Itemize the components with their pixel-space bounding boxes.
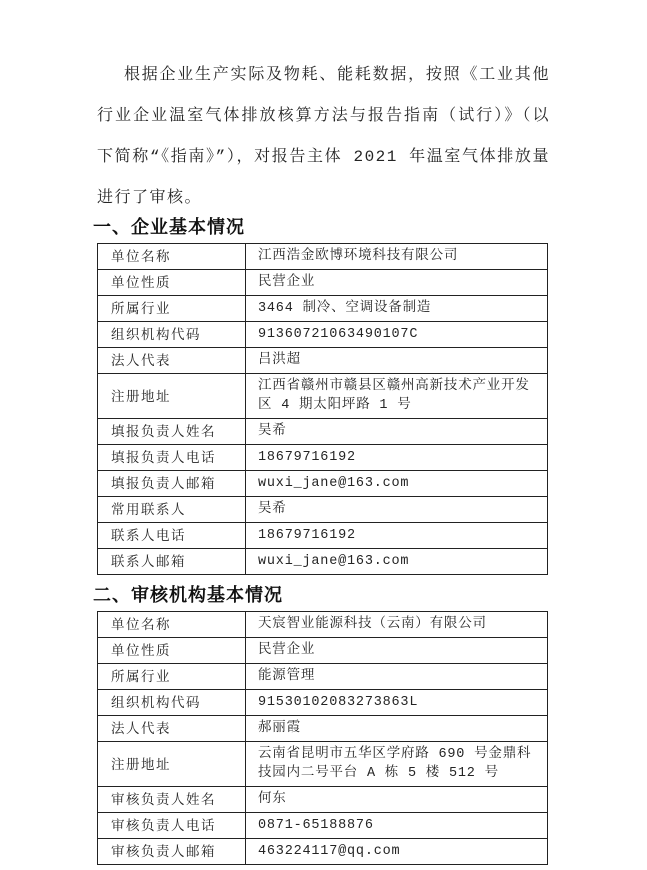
row-label: 联系人电话 bbox=[98, 523, 246, 549]
row-label: 审核负责人邮箱 bbox=[98, 839, 246, 865]
row-label: 填报负责人邮箱 bbox=[98, 471, 246, 497]
row-value: wuxi_jane@163.com bbox=[246, 549, 548, 575]
row-label: 组织机构代码 bbox=[98, 690, 246, 716]
row-label: 填报负责人电话 bbox=[98, 445, 246, 471]
table-row bbox=[98, 787, 548, 813]
table-row bbox=[98, 270, 548, 296]
row-value: 何东 bbox=[246, 787, 548, 813]
row-value: 民营企业 bbox=[246, 270, 548, 296]
row-label: 单位名称 bbox=[98, 612, 246, 638]
row-value: 郝丽霞 bbox=[246, 716, 548, 742]
row-label: 单位性质 bbox=[98, 638, 246, 664]
row-value: 18679716192 bbox=[246, 523, 548, 549]
table-row bbox=[98, 471, 548, 497]
table-row bbox=[98, 690, 548, 716]
row-value: 91360721063490107C bbox=[246, 322, 548, 348]
row-value: 0871-65188876 bbox=[246, 813, 548, 839]
row-value: 云南省昆明市五华区学府路 690 号金鼎科技园内二号平台 A 栋 5 楼 512 号 bbox=[246, 742, 548, 787]
row-label: 注册地址 bbox=[98, 742, 246, 787]
row-value: 能源管理 bbox=[246, 664, 548, 690]
row-label: 常用联系人 bbox=[98, 497, 246, 523]
row-value: 91530102083273863L bbox=[246, 690, 548, 716]
auditor-info-table bbox=[97, 611, 548, 865]
table-row bbox=[98, 664, 548, 690]
section-1-title: 一、企业基本情况 bbox=[93, 217, 245, 237]
row-label: 审核负责人姓名 bbox=[98, 787, 246, 813]
row-value: 江西浩金欧博环境科技有限公司 bbox=[246, 244, 548, 270]
table-row bbox=[98, 813, 548, 839]
row-label: 联系人邮箱 bbox=[98, 549, 246, 575]
row-value: 吴希 bbox=[246, 419, 548, 445]
row-label: 单位名称 bbox=[98, 244, 246, 270]
row-value: 18679716192 bbox=[246, 445, 548, 471]
row-label: 单位性质 bbox=[98, 270, 246, 296]
row-value: wuxi_jane@163.com bbox=[246, 471, 548, 497]
row-value: 吴希 bbox=[246, 497, 548, 523]
table-row bbox=[98, 348, 548, 374]
table-row bbox=[98, 244, 548, 270]
row-label: 填报负责人姓名 bbox=[98, 419, 246, 445]
row-label: 所属行业 bbox=[98, 296, 246, 322]
row-label: 法人代表 bbox=[98, 716, 246, 742]
row-value: 3464 制冷、空调设备制造 bbox=[246, 296, 548, 322]
row-value: 民营企业 bbox=[246, 638, 548, 664]
table-row bbox=[98, 497, 548, 523]
table-row bbox=[98, 839, 548, 865]
table-row bbox=[98, 419, 548, 445]
company-info-table bbox=[97, 243, 548, 575]
table-row bbox=[98, 716, 548, 742]
table-row bbox=[98, 322, 548, 348]
table-row bbox=[98, 374, 548, 419]
table-row bbox=[98, 638, 548, 664]
row-label: 所属行业 bbox=[98, 664, 246, 690]
row-value: 江西省赣州市赣县区赣州高新技术产业开发区 4 期太阳坪路 1 号 bbox=[246, 374, 548, 419]
section-2-title: 二、审核机构基本情况 bbox=[93, 585, 283, 605]
table-row bbox=[98, 549, 548, 575]
document-content bbox=[93, 0, 550, 865]
row-value: 463224117@qq.com bbox=[246, 839, 548, 865]
row-label: 法人代表 bbox=[98, 348, 246, 374]
table-row bbox=[98, 296, 548, 322]
row-value: 天宸智业能源科技（云南）有限公司 bbox=[246, 612, 548, 638]
table-row bbox=[98, 612, 548, 638]
table-row bbox=[98, 742, 548, 787]
row-label: 审核负责人电话 bbox=[98, 813, 246, 839]
row-value: 吕洪超 bbox=[246, 348, 548, 374]
row-label: 注册地址 bbox=[98, 374, 246, 419]
table-row bbox=[98, 523, 548, 549]
row-label: 组织机构代码 bbox=[98, 322, 246, 348]
intro-paragraph: 根据企业生产实际及物耗、能耗数据，按照《工业其他行业企业温室气体排放核算方法与报告指南（试行）》（以下简称“《指南》”），对报告主体 2021 年温室气体排放量进行了审核。 bbox=[97, 66, 550, 207]
table-row bbox=[98, 445, 548, 471]
